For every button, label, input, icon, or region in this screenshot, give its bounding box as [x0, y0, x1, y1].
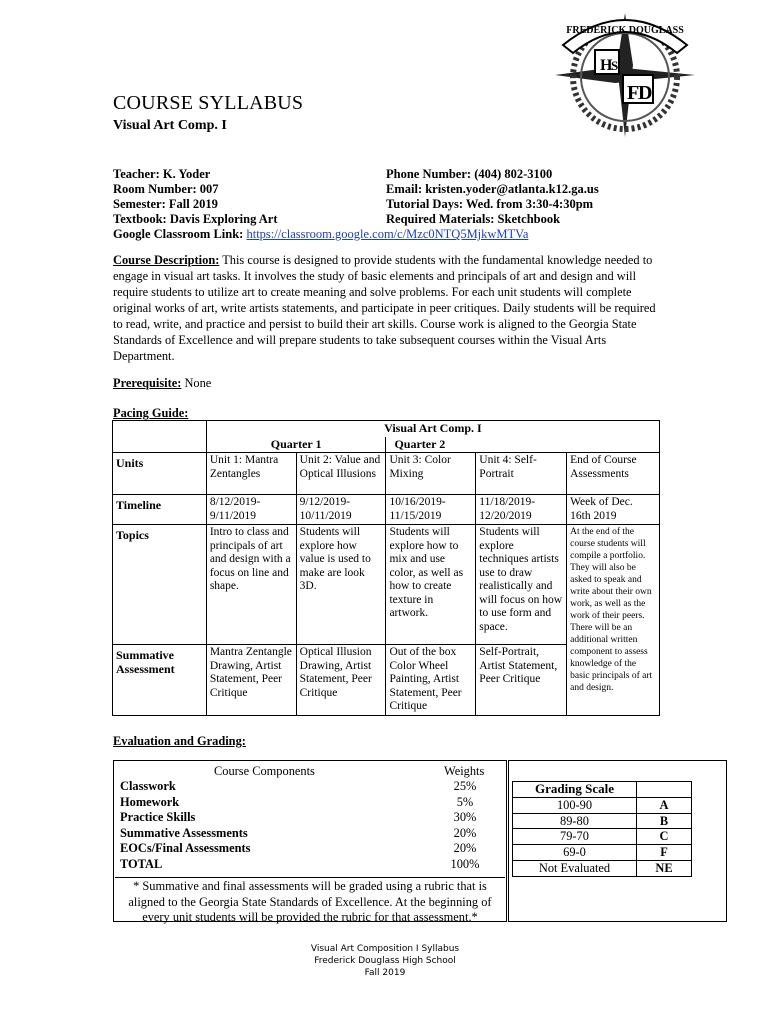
footer-line: Frederick Douglass High School [314, 956, 456, 966]
component-weight: 100% [450, 856, 480, 871]
timeline-cell: 10/16/2019-11/15/2019 [386, 495, 476, 525]
grade-letter: F [637, 845, 692, 861]
units-row [113, 453, 660, 495]
pacing-table [112, 420, 660, 716]
course-info-right [386, 167, 599, 227]
prerequisite-label: Prerequisite: [113, 376, 182, 390]
evaluation-table [113, 760, 507, 922]
grading-scale-table [512, 781, 692, 877]
units-cell: Unit 1: Mantra Zentangles [206, 453, 296, 495]
units-cell: Unit 3: Color Mixing [386, 453, 476, 495]
room-text: Room Number: 007 [113, 182, 219, 196]
component-name: TOTAL [120, 856, 163, 871]
prerequisite-value: None [181, 376, 212, 390]
grade-range: 69-0 [513, 845, 637, 861]
classroom-link[interactable]: https://classroom.google.com/c/Mzc0NTQ5MjkwMTVa [246, 227, 529, 241]
topics-cell: Students will explore how value is used to make are look 3D. [296, 525, 386, 645]
logo-letter-h: H [600, 57, 613, 74]
page-title: COURSE SYLLABUS [113, 92, 304, 114]
timeline-cell: 11/18/2019-12/20/2019 [476, 495, 567, 525]
grade-letter: B [637, 813, 692, 829]
course-subtitle: Visual Art Comp. I [113, 118, 227, 133]
component-name: Classwork [120, 779, 176, 793]
description-text: This course is designed to provide students with the fundamental knowledge needed to engage in visual art tasks. It involves the study of basic elements and principals of art and design and will require students to utilize art to create meaning and solve problems. For each unit students will complete original works of art, write artists statements, and participate in peer critiques. Daily students will be required to read, write, and practice and persist to build their art skills. Course work is aligned to the Georgia State Standards of Excellence and will prepare students to take subsequent courses within the Visual Arts Department. [113, 253, 656, 363]
textbook-text: Textbook: Davis Exploring Art [113, 212, 278, 226]
school-crest-logo [545, 5, 705, 145]
units-cell: Unit 4: Self-Portrait [476, 453, 567, 495]
topics-row [113, 525, 660, 645]
grading-scale-box [508, 760, 727, 922]
component-weight: 30% [453, 810, 477, 824]
pacing-guide-heading [113, 406, 188, 421]
grade-letter: A [637, 797, 692, 813]
grade-row [513, 797, 692, 813]
quarter1-header: Quarter 1 [206, 437, 386, 453]
grade-letter: NE [637, 860, 692, 876]
summative-cell: Self-Portrait, Artist Statement, Peer Critique [476, 645, 567, 716]
logo-letter-f: F [627, 82, 640, 104]
footer-line: Fall 2019 [364, 968, 406, 978]
page-footer [0, 943, 770, 979]
timeline-row [113, 495, 660, 525]
summative-cell: Optical Illusion Drawing, Artist Statement, Peer Critique [296, 645, 386, 716]
tutorial-text: Tutorial Days: Wed. from 3:30-4:30pm [386, 197, 594, 211]
footer-line: Visual Art Composition I Syllabus [310, 944, 460, 954]
component-weight: 5% [456, 794, 474, 809]
component-name: Homework [120, 794, 180, 809]
component-weight: 25% [453, 779, 477, 793]
pacing-table-title: Visual Art Comp. I [206, 421, 659, 437]
classroom-link-row [113, 227, 528, 242]
pacing-label: Pacing Guide: [113, 406, 189, 420]
units-cell: End of Course Assessments [567, 453, 660, 495]
summative-cell: Out of the box Color Wheel Painting, Artist Statement, Peer Critique [386, 645, 476, 716]
grading-scale-title: Grading Scale [513, 782, 637, 798]
row-header-summative: Summative Assessment [113, 645, 207, 716]
evaluation-label: Evaluation and Grading: [113, 734, 246, 748]
component-weight: 20% [453, 841, 477, 855]
grade-row [513, 829, 692, 845]
email-text: Email: kristen.yoder@atlanta.k12.ga.us [386, 182, 599, 196]
prerequisite [113, 376, 211, 391]
topics-cell: Intro to class and principals of art and design with a focus on line and shape. [206, 525, 296, 645]
logo-letter-s: S [611, 58, 619, 73]
component-name: EOCs/Final Assessments [120, 841, 251, 855]
timeline-cell: Week of Dec. 16th 2019 [567, 495, 660, 525]
units-cell: Unit 2: Value and Optical Illusions [296, 453, 386, 495]
topics-cell: Students will explore how to mix and use color, as well as how to create texture in artwork. [386, 525, 476, 645]
component-name: Practice Skills [120, 810, 196, 824]
summative-cell: Mantra Zentangle Drawing, Artist Statement, Peer Critique [206, 645, 296, 716]
grade-range: 79-70 [513, 829, 637, 845]
classroom-label: Google Classroom Link: [113, 227, 247, 241]
quarter2-header: Quarter 2 [386, 437, 660, 453]
course-description [113, 252, 658, 364]
description-label: Course Description: [113, 253, 220, 267]
phone-text: Phone Number: (404) 802-3100 [386, 167, 553, 181]
materials-text: Required Materials: Sketchbook [386, 212, 561, 226]
timeline-cell: 8/12/2019-9/11/2019 [206, 495, 296, 525]
weights-header: Weights [444, 764, 485, 778]
rubric-note: * Summative and final assessments will be graded using a rubric that is aligned to the Georgia State Standards of Excellence. At the beginning of every unit students will be provided the rubric for that assessment.* [115, 877, 505, 926]
row-header-units: Units [113, 453, 207, 495]
grade-row [513, 845, 692, 861]
topics-cell: Students will explore techniques artists use to draw realistically and will focus on how to use form and space. [476, 525, 567, 645]
evaluation-heading [113, 734, 246, 749]
logo-letter-d: D [638, 82, 653, 104]
components-header: Course Components [214, 764, 315, 778]
row-header-timeline: Timeline [113, 495, 207, 525]
grade-row [513, 860, 692, 876]
grade-range: 100-90 [513, 797, 637, 813]
semester-text: Semester: Fall 2019 [113, 197, 218, 211]
component-weight: 20% [453, 825, 477, 840]
component-name: Summative Assessments [120, 825, 248, 840]
grade-range: 89-80 [513, 813, 637, 829]
end-of-course-description: At the end of the course students will compile a portfolio. They will also be asked to speak and write about their own work, as well as the work of their peers. There will be an additional written component to assess knowledge of the basic principals of art and design. [567, 525, 660, 716]
row-header-topics: Topics [113, 525, 207, 645]
timeline-cell: 9/12/2019-10/11/2019 [296, 495, 386, 525]
grade-letter: C [637, 829, 692, 845]
teacher-text: Teacher: K. Yoder [113, 167, 211, 181]
logo-banner-text: FREDERICK DOUGLASS [566, 25, 684, 36]
grade-range: Not Evaluated [513, 860, 637, 876]
grade-row [513, 813, 692, 829]
